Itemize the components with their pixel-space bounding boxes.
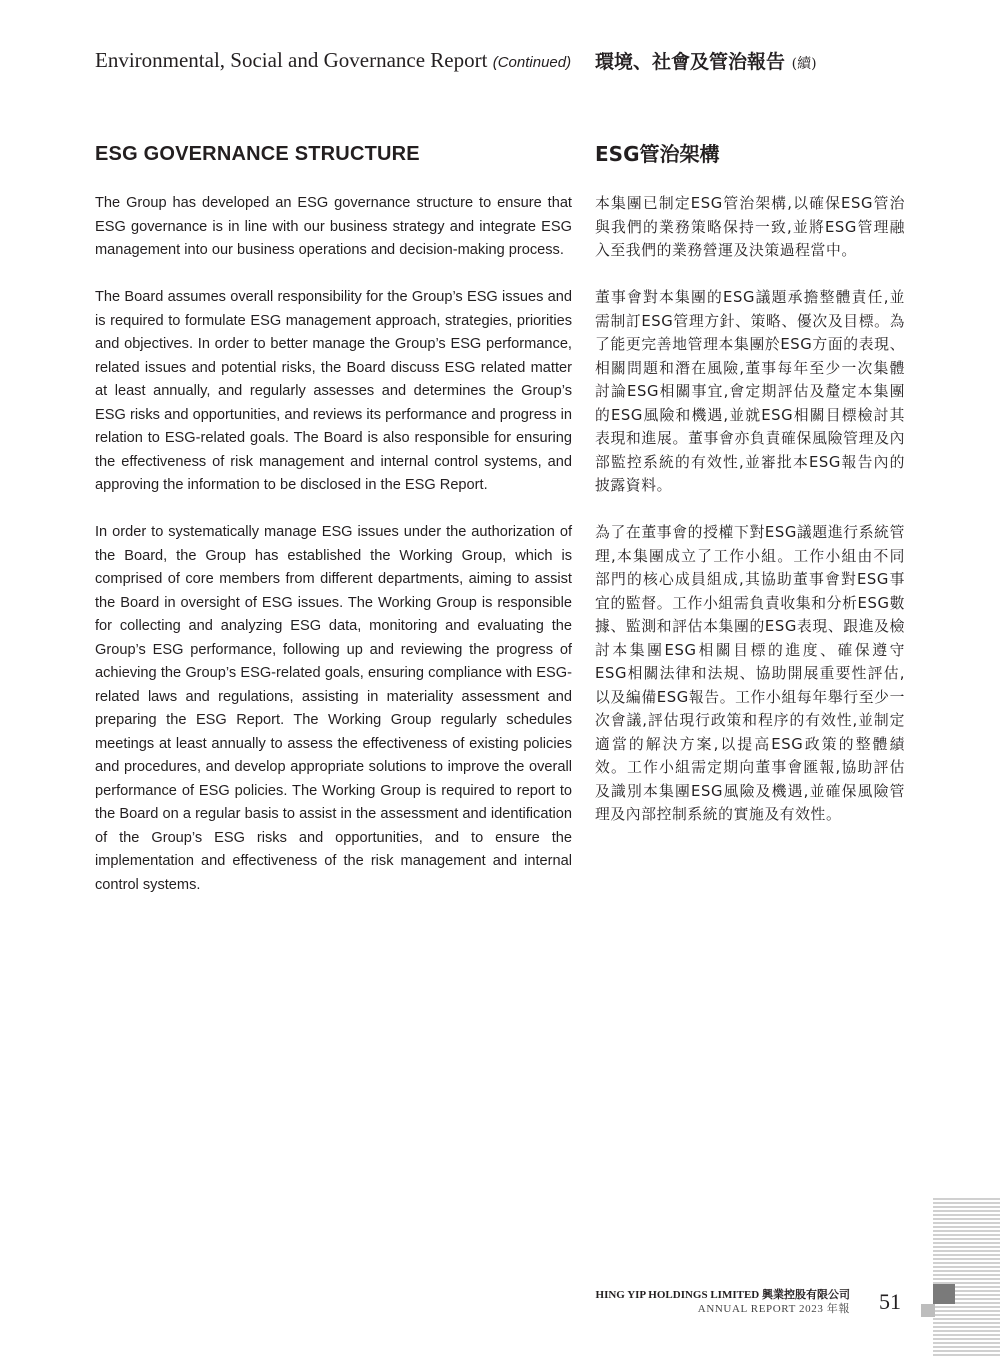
paragraph-zh-1: 本集團已制定ESG管治架構,以確保ESG管治與我們的業務策略保持一致,並將ESG管理融入至我們的業務營運及決策過程當中。 <box>595 195 905 259</box>
header-title-en: Environmental, Social and Governance Report <box>95 48 488 72</box>
running-header-en <box>95 48 571 73</box>
decorative-square-light <box>921 1304 935 1317</box>
footer-company-name: HING YIP HOLDINGS LIMITED 興業控股有限公司 <box>595 1289 850 1301</box>
paragraph-zh-3: 為了在董事會的授權下對ESG議題進行系統管理,本集團成立了工作小組。工作小組由不同部門的核心成員組成,其協助董事會對ESG事宜的監督。工作小組需負責收集和分析ESG數據、監測和評估本集團的ESG表現、跟進及檢討本集團ESG相關目標的進度、確保遵守ESG相關法律和法規、協助開展重要性評估,以及編備ESG報告。工作小組每年舉行至少一次會議,評估現行政策和程序的有效性,並制定適當的解決方案,以提高ESG政策的整體績效。工作小組需定期向董事會匯報,協助評估及識別本集團ESG風險及機遇,並確保風險管理及內部控制系統的實施及有效性。 <box>595 524 905 823</box>
header-title-zh: 環境、社會及管治報告 <box>595 51 786 73</box>
chinese-column <box>595 140 905 850</box>
header-continued-zh: (續) <box>791 56 817 72</box>
decorative-square-dark <box>933 1284 955 1304</box>
paragraph-en-3: In order to systematically manage ESG issues under the authorization of the Board, the Group has established the Working Group, which is comprised of core members from different departments, aiming to assist the Board in oversight of ESG issues. The Working Group is responsible for collecting and analyzing ESG data, monitoring and evaluating the Group’s ESG performance, following up and reviewing the progress of achieving the Group’s ESG-related goals, ensuring compliance with ESG-related laws and regulations, assisting in materiality assessment and preparing the ESG Report. The Working Group regularly schedules meetings at least annually to assess the effectiveness of existing policies and procedures, and develop appropriate solutions to improve the overall performance of ESG policies. The Working Group is required to report to the Board on a regular basis to assist in the assessment and identification of the Group’s ESG risks and opportunities, and to ensure the implementation and effectiveness of the risk management and internal control systems. <box>95 524 572 893</box>
page-number: 51 <box>879 1289 901 1314</box>
paragraph-en-1: The Group has developed an ESG governance structure to ensure that ESG governance is in line with our business strategy and integrate ESG management into our business operations and decision-making process. <box>95 195 572 258</box>
header-continued-en: (Continued) <box>492 54 572 71</box>
section-heading-zh: ESG管治架構 <box>595 142 720 166</box>
section-heading-en: ESG GOVERNANCE STRUCTURE <box>95 143 420 165</box>
english-column <box>95 140 572 921</box>
footer-report-label: ANNUAL REPORT 2023 年報 <box>697 1303 850 1315</box>
paragraph-en-2: The Board assumes overall responsibility for the Group’s ESG issues and is required to formulate ESG management approach, strategies, priorities and objectives. In order to better manage the Group’s ESG performance, related issues and potential risks, the Board discuss ESG related matter at least annually, and regularly assesses and determines the Group’s ESG risks and opportunities, and reviews its performance and progress in relation to ESG-related goals. The Board is also responsible for ensuring the effectiveness of risk management and internal control systems, and approving the information to be disclosed in the ESG Report. <box>95 289 572 493</box>
running-header-zh <box>595 47 817 74</box>
decorative-stripes <box>933 1198 1000 1357</box>
paragraph-zh-2: 董事會對本集團的ESG議題承擔整體責任,並需制訂ESG管理方針、策略、優次及目標。為了能更完善地管理本集團於ESG方面的表現、相關問題和潛在風險,董事每年至少一次集體討論ESG相關事宜,會定期評估及釐定本集團的ESG風險和機遇,並就ESG相關目標檢討其表現和進展。董事會亦負責確保風險管理及內部監控系統的有效性,並審批本ESG報告內的披露資料。 <box>595 289 905 494</box>
